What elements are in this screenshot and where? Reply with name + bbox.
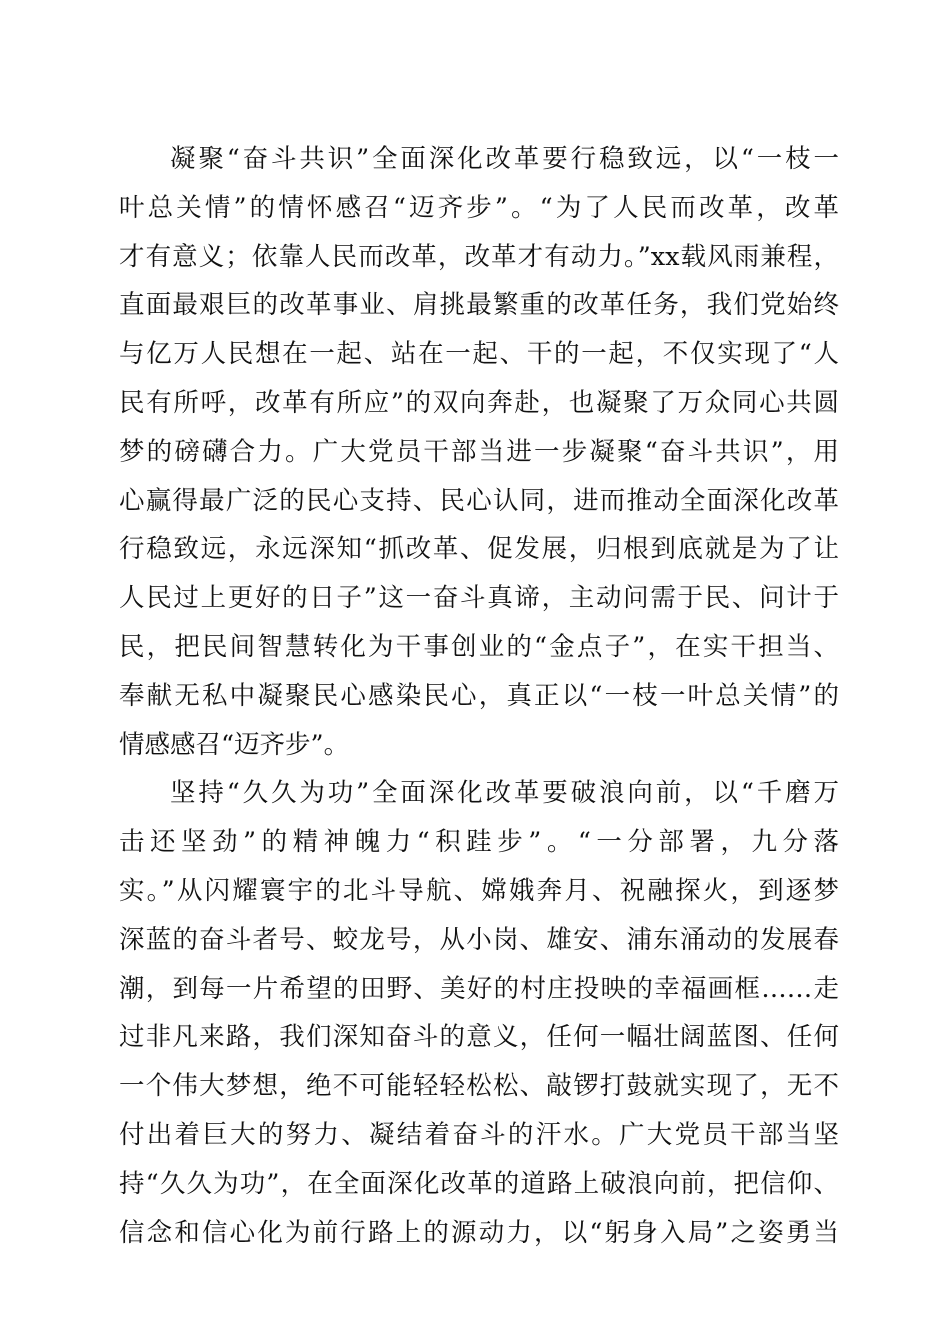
text-line: 人民过上更好的日子”这一奋斗真谛，主动问需于民、问计于 (119, 583, 839, 614)
text-line: 击还坚劲”的精神魄力“积跬步”。“一分部署，九分落 (119, 827, 839, 858)
document-body (119, 135, 839, 1257)
paragraph (119, 135, 839, 769)
text-line: 才有意义；依靠人民而改革，改革才有动力。”xx载风雨兼程， (119, 241, 839, 272)
text-line: 信念和信心化为前行路上的源动力，以“躬身入局”之姿勇当 (119, 1217, 839, 1248)
text-line: 民，把民间智慧转化为干事创业的“金点子”，在实干担当、 (119, 631, 839, 662)
text-line: 叶总关情”的情怀感召“迈齐步”。“为了人民而改革，改革 (119, 192, 839, 223)
text-line: 情感感召“迈齐步”。 (119, 729, 350, 760)
text-line: 付出着巨大的努力、凝结着奋斗的汗水。广大党员干部当坚 (119, 1119, 839, 1150)
text-line: 持“久久为功”，在全面深化改革的道路上破浪向前，把信仰、 (119, 1168, 839, 1199)
text-line: 直面最艰巨的改革事业、肩挑最繁重的改革任务，我们党始终 (119, 290, 839, 321)
text-line: 心赢得最广泛的民心支持、民心认同，进而推动全面深化改革 (119, 485, 839, 516)
text-line: 潮，到每一片希望的田野、美好的村庄投映的幸福画框……走 (119, 973, 839, 1004)
text-line: 过非凡来路，我们深知奋斗的意义，任何一幅壮阔蓝图、任何 (119, 1022, 839, 1053)
text-line: 与亿万人民想在一起、站在一起、干的一起，不仅实现了“人 (119, 339, 839, 370)
text-line: 坚持“久久为功”全面深化改革要破浪向前，以“千磨万 (170, 778, 839, 809)
text-line: 实。”从闪耀寰宇的北斗导航、嫦娥奔月、祝融探火，到逐梦 (119, 875, 839, 906)
text-line: 行稳致远，永远深知“抓改革、促发展，归根到底就是为了让 (119, 534, 839, 565)
text-line: 梦的磅礴合力。广大党员干部当进一步凝聚“奋斗共识”，用 (119, 436, 839, 467)
text-line: 民有所呼，改革有所应”的双向奔赴，也凝聚了万众同心共圆 (119, 387, 839, 418)
paragraph (119, 769, 839, 1257)
text-line: 凝聚“奋斗共识”全面深化改革要行稳致远，以“一枝一 (170, 144, 839, 174)
text-line: 奉献无私中凝聚民心感染民心，真正以“一枝一叶总关情”的 (119, 680, 839, 711)
text-line: 深蓝的奋斗者号、蛟龙号，从小岗、雄安、浦东涌动的发展春 (119, 924, 839, 955)
text-line: 一个伟大梦想，绝不可能轻轻松松、敲锣打鼓就实现了，无不 (119, 1071, 839, 1102)
